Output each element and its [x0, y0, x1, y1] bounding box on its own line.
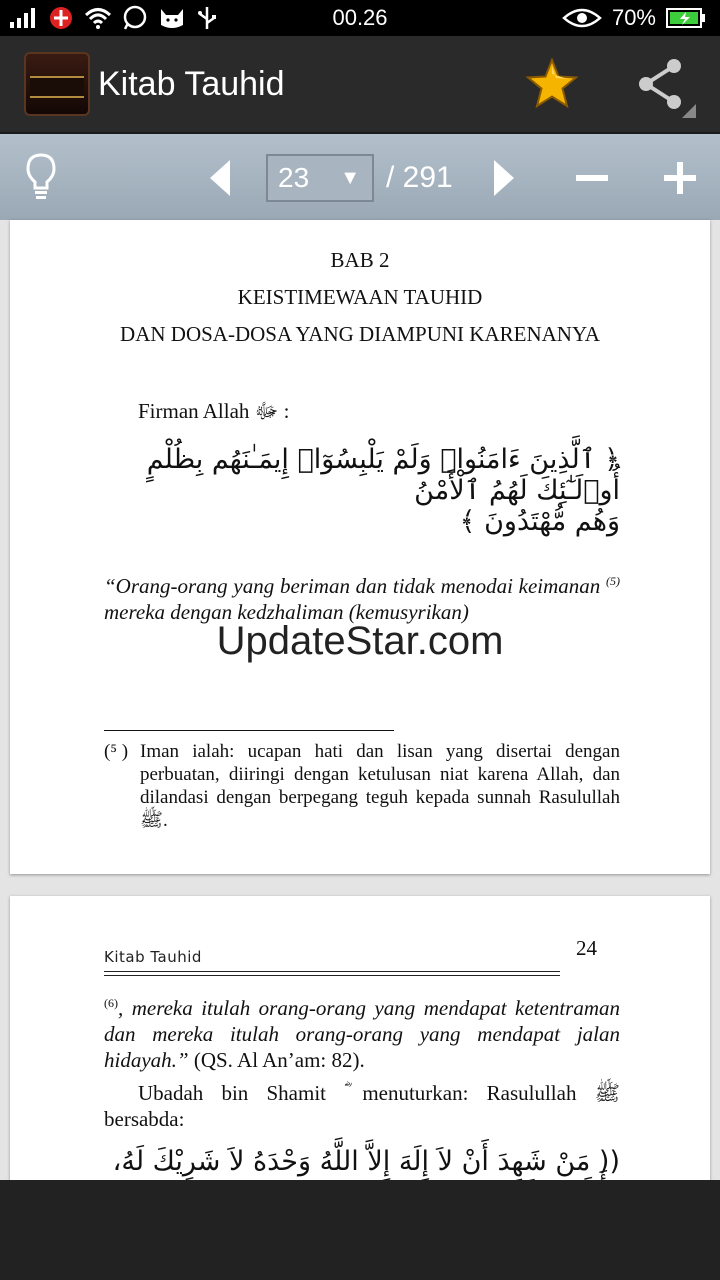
previous-page-icon[interactable]	[206, 158, 234, 198]
chapter-title-line1: KEISTIMEWAAN TAUHID	[237, 285, 483, 309]
watermark-text: UpdateStar.com	[216, 619, 504, 663]
translation-part1: “Orang-orang yang beriman dan tidak menodai keimanan	[104, 574, 601, 598]
page-current-value: 23	[278, 162, 310, 193]
running-head: Kitab Tauhid	[104, 948, 202, 966]
app-logo[interactable]	[24, 52, 90, 116]
header-rule	[104, 971, 560, 972]
quran-reference: (QS. Al An’am: 82).	[193, 1048, 365, 1072]
chapter-number: BAB 2	[330, 248, 390, 272]
next-page-icon[interactable]	[490, 158, 518, 198]
chapter-title-line2: DAN DOSA-DOSA YANG DIAMPUNI KARENANYA	[120, 322, 600, 346]
arabic-verse-line1: ﴿ ٱلَّذِينَ ءَامَنُوا۟ وَلَمْ يَلْبِسُوٓا۟ إِيمَـٰنَهُم بِظُلْمٍ أُو۟لَـٰٓئِكَ لَهُمُ ٱلْأَمْنُ	[146, 444, 620, 506]
bottom-blank-area	[0, 1180, 720, 1280]
verse-translation	[104, 568, 620, 625]
document-viewer[interactable]	[0, 220, 720, 1180]
lightbulb-icon[interactable]	[24, 152, 58, 202]
battery-charging-icon	[666, 7, 706, 29]
pdf-page-23	[10, 220, 710, 874]
arabic-verse-line2: وَهُم مُّهْتَدُونَ ﴾	[459, 506, 620, 537]
chevron-down-icon: ▼	[340, 167, 360, 189]
status-bar	[0, 0, 720, 36]
arabic-hadith-line1: (( مَنْ شَهِدَ أَنْ لاَ إِلَهَ إِلاَّ اللَّهُ وَحْدَهُ لاَ شَرِيْكَ لَهُ،	[112, 1146, 620, 1177]
battery-percent: 70%	[611, 5, 656, 30]
hadith-intro: Ubadah bin Shamit ؓ menuturkan: Rasulullah ﷺ bersabda:	[104, 1081, 620, 1131]
pdf-page-24	[10, 896, 710, 1196]
overflow-indicator	[682, 104, 696, 118]
translation-part2: mereka dengan kedzhaliman (kemusyrikan)	[104, 600, 469, 624]
firman-intro: Firman Allah ﷻ :	[138, 399, 290, 423]
app-title: Kitab Tauhid	[98, 65, 285, 103]
eye-icon	[562, 6, 602, 30]
page-number: 24	[576, 936, 597, 960]
zoom-out-icon[interactable]	[572, 158, 612, 198]
footnote-mark: (⁵ )	[104, 741, 129, 762]
page-total: / 291	[386, 161, 453, 194]
footnote-ref-5[interactable]: (5)	[606, 574, 621, 588]
footnote-ref-6[interactable]: (6)	[104, 996, 118, 1010]
status-time: 00.26	[332, 5, 388, 30]
reader-toolbar	[0, 134, 720, 220]
translation-continued	[104, 990, 620, 1073]
share-icon[interactable]	[632, 56, 688, 112]
translation-continued-text: , mereka itulah orang-orang yang mendapat ketentraman dan mereka itulah orang-orang yang mendapat jalan hidayah.”	[104, 996, 620, 1072]
favorite-star-icon[interactable]	[524, 56, 580, 112]
footnote-text: Iman ialah: ucapan hati dan lisan yang disertai dengan perbuatan, diiringi dengan ketulusan niat karena Allah, dan dilandasi dengan berpegang teguh kepada sunnah Rasulullah ﷺ.	[140, 741, 620, 831]
header-rule-double	[104, 975, 560, 976]
zoom-in-icon[interactable]	[660, 158, 700, 198]
footnote-divider	[104, 730, 394, 731]
status-icons-right	[562, 4, 706, 32]
page-number-select[interactable]	[266, 154, 374, 202]
action-bar	[0, 36, 720, 134]
